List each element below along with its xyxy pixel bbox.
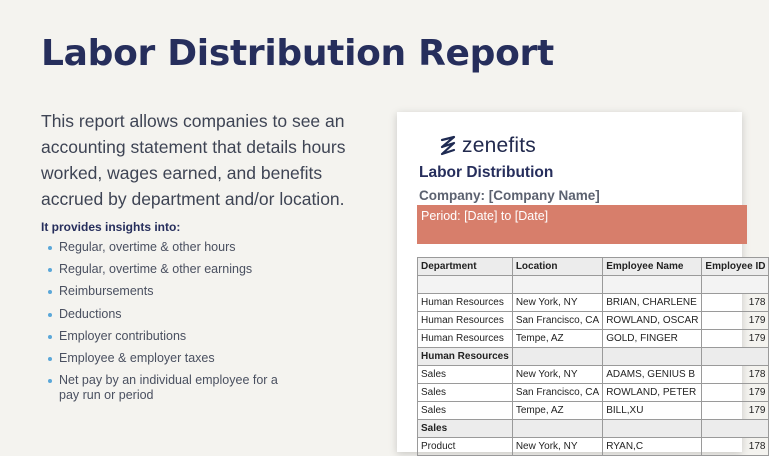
zenefits-logo — [440, 134, 536, 158]
insight-item — [48, 284, 289, 299]
column-header: Department — [418, 258, 513, 276]
table-cell — [512, 276, 602, 294]
table-cell: New York, NY — [512, 294, 602, 312]
period-bar — [417, 205, 747, 244]
zenefits-logo-text: zenefits — [462, 134, 536, 157]
table-cell: Sales — [418, 402, 513, 420]
bullet-icon — [48, 268, 52, 272]
bullet-icon — [48, 335, 52, 339]
table-row — [418, 348, 769, 366]
insight-text: Reimbursements — [59, 284, 154, 299]
bullet-icon — [48, 246, 52, 250]
table-cell: 178 — [702, 438, 769, 456]
table-cell: BILL,XU — [603, 402, 702, 420]
insight-text: Employee & employer taxes — [59, 350, 215, 365]
table-row — [418, 366, 769, 384]
bullet-icon — [48, 379, 52, 383]
table-cell: New York, NY — [512, 366, 602, 384]
table-cell: 179 — [702, 402, 769, 420]
sheet-report-title: Labor Distribution — [419, 164, 554, 181]
table-cell: 178 — [702, 294, 769, 312]
table-cell: Sales — [418, 384, 513, 402]
table-cell: Tempe, AZ — [512, 402, 602, 420]
table-cell: BRIAN, CHARLENE — [603, 294, 702, 312]
insight-text: Regular, overtime & other earnings — [59, 262, 253, 277]
insight-item — [48, 307, 289, 322]
table-cell: Human Resources — [418, 312, 513, 330]
bullet-icon — [48, 313, 52, 317]
table-cell: ADAMS, GENIUS B — [603, 366, 702, 384]
table-cell — [603, 348, 702, 366]
table-cell: 179 — [702, 330, 769, 348]
column-header: Employee Name — [603, 258, 702, 276]
table-cell: GOLD, FINGER — [603, 330, 702, 348]
table-cell: Sales — [418, 420, 513, 438]
table-cell: ROWLAND, PETER — [603, 384, 702, 402]
table-header-row — [418, 258, 769, 276]
table-row — [418, 438, 769, 456]
insights-list — [48, 240, 289, 410]
bullet-icon — [48, 290, 52, 294]
table-cell — [512, 348, 602, 366]
table-cell: Human Resources — [418, 348, 513, 366]
column-header: Employee ID — [702, 258, 769, 276]
table-cell: Tempe, AZ — [512, 330, 602, 348]
table-cell: 179 — [702, 312, 769, 330]
insight-text: Net pay by an individual employee for a pay run or period — [59, 373, 278, 403]
table-row — [418, 384, 769, 402]
insight-item — [48, 240, 289, 255]
table-cell: RYAN,C — [603, 438, 702, 456]
table-cell: Sales — [418, 366, 513, 384]
table-cell: Human Resources — [418, 294, 513, 312]
insight-item — [48, 351, 289, 366]
table-cell — [512, 420, 602, 438]
table-cell: ROWLAND, OSCAR — [603, 312, 702, 330]
table-row — [418, 294, 769, 312]
insight-text: Regular, overtime & other hours — [59, 240, 236, 254]
table-row — [418, 312, 769, 330]
table-cell: New York, NY — [512, 438, 602, 456]
insight-item — [48, 262, 289, 277]
table-row — [418, 330, 769, 348]
bullet-icon — [48, 357, 52, 361]
sheet-company-line: Company: [Company Name] — [419, 188, 600, 203]
table-cell — [702, 348, 769, 366]
table-row — [418, 276, 769, 294]
table-cell: 179 — [702, 384, 769, 402]
table-cell: San Francisco, CA — [512, 312, 602, 330]
report-preview-sheet — [397, 112, 766, 452]
zenefits-logo-icon — [440, 135, 456, 157]
distribution-table — [417, 257, 769, 456]
period-text: Period: [Date] to [Date] — [421, 209, 549, 223]
column-header: Location — [512, 258, 602, 276]
insights-heading: It provides insights into: — [41, 220, 181, 234]
insight-item — [48, 373, 289, 403]
page-title: Labor Distribution Report — [41, 33, 554, 74]
table-row — [418, 420, 769, 438]
report-description: This report allows companies to see an accounting statement that details hours worked, wages earned, and benefits accrued by department and/or location. — [41, 111, 346, 209]
table-cell — [702, 276, 769, 294]
table-cell: San Francisco, CA — [512, 384, 602, 402]
insight-text: Deductions — [59, 306, 122, 321]
table-cell — [418, 276, 513, 294]
table-cell: 178 — [702, 366, 769, 384]
table-row — [418, 402, 769, 420]
insight-item — [48, 329, 289, 344]
insight-text: Employer contributions — [59, 328, 187, 343]
table-cell: Product — [418, 438, 513, 456]
table-cell — [603, 420, 702, 438]
table-cell: Human Resources — [418, 330, 513, 348]
table-cell — [603, 276, 702, 294]
table-cell — [702, 420, 769, 438]
